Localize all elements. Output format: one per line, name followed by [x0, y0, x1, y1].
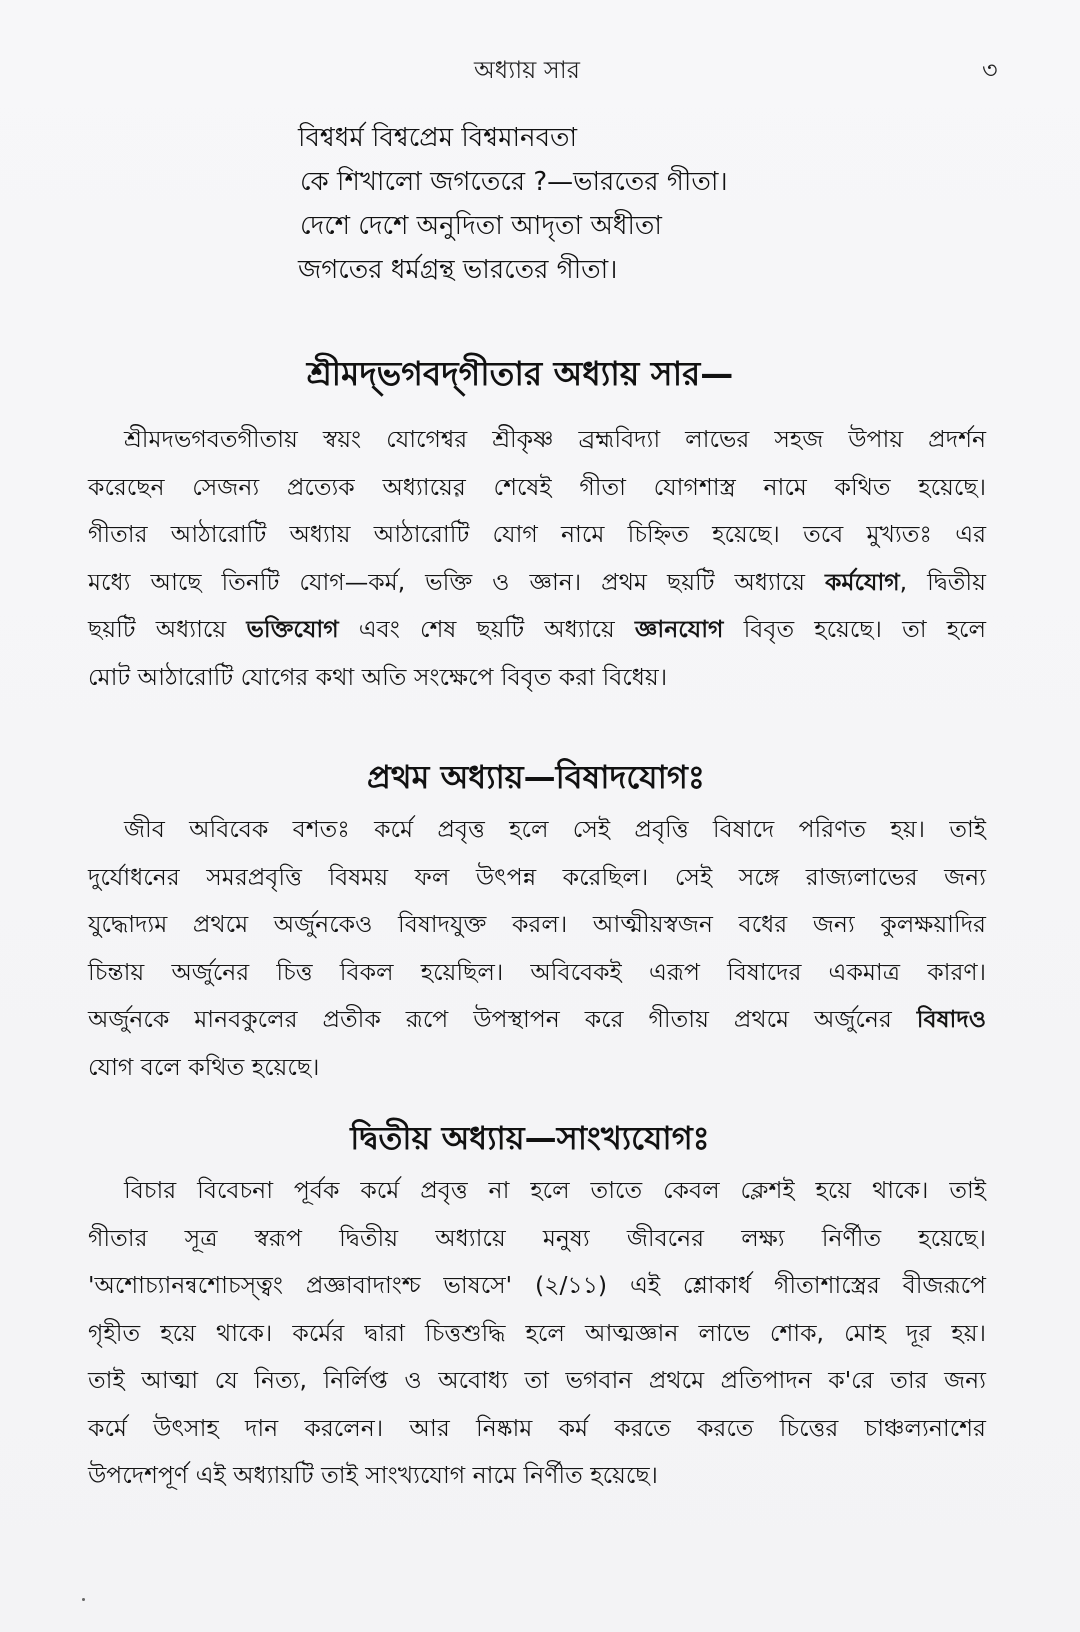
text-segment: , দ্বিতীয় — [899, 567, 986, 596]
bold-term: কর্মযোগ — [824, 567, 900, 596]
opening-poem — [298, 116, 728, 292]
text-line: শ্রীমদভগবতগীতায় স্বয়ং যোগেশ্বর শ্রীকৃষ্ণ ব্রহ্মবিদ্যা লাভের সহজ উপায় প্রদর্শন — [124, 425, 986, 453]
chapter1-heading: প্রথম অধ্যায়—বিষাদযোগঃ — [367, 758, 705, 796]
bold-term: বিষাদও — [916, 1005, 986, 1033]
intro-paragraph — [88, 416, 986, 701]
text-line: মোট আঠারোটি যোগের কথা অতি সংক্ষেপে বিবৃত করা বিধেয়। — [88, 662, 668, 691]
bold-term: ভক্তিযোগ — [246, 615, 339, 643]
text-line: জীব অবিবেক বশতঃ কর্মে প্রবৃত্ত হলে সেই প্রবৃত্তি বিষাদে পরিণত হয়। তাই — [124, 815, 986, 843]
poem-line: বিশ্বধর্ম বিশ্বপ্রেম বিশ্বমানবতা — [298, 123, 578, 153]
page-number: ৩ — [982, 56, 998, 84]
text-line: উপদেশপূর্ণ এই অধ্যায়টি তাই সাংখ্যযোগ নামে নির্ণীত হয়েছে। — [88, 1461, 658, 1489]
text-line: গৃহীত হয়ে থাকে। কর্মের দ্বারা চিত্তশুদ্ধি হলে আত্মজ্ঞান লাভে শোক, মোহ দূর হয়। — [88, 1318, 986, 1347]
poem-line: জগতের ধর্মগ্রন্থ ভারতের গীতা। — [298, 255, 618, 285]
text-line: যুদ্ধোদ্যম প্রথমে অর্জুনকেও বিষাদযুক্ত করল। আত্মীয়স্বজন বধের জন্য কুলক্ষয়াদির — [88, 910, 986, 938]
text-line — [88, 559, 986, 607]
text-segment: ছয়টি অধ্যায়ে — [88, 615, 247, 643]
text-line: 'অশোচ্যানন্বশোচস্ত্বং প্রজ্ঞাবাদাংশ্চ ভাষসে' (২/১১) এই শ্লোকার্ধ গীতাশাস্ত্রের বীজরূপে — [88, 1271, 986, 1299]
bold-term: জ্ঞানযোগ — [634, 615, 724, 643]
text-line — [88, 996, 986, 1044]
text-line: কর্মে উৎসাহ দান করলেন। আর নিষ্কাম কর্ম করতে করতে চিত্তের চাঞ্চল্যনাশের — [88, 1413, 986, 1442]
poem-line: কে শিখালো জগতেরে ?—ভারতের গীতা। — [300, 167, 728, 197]
poem-line: দেশে দেশে অনুদিতা আদৃতা অধীতা — [300, 211, 662, 241]
text-line: গীতার সূত্র স্বরূপ দ্বিতীয় অধ্যায়ে মনুষ্য জীবনের লক্ষ্য নির্ণীত হয়েছে। — [88, 1223, 986, 1252]
text-segment: বিবৃত হয়েছে। তা হলে — [723, 615, 986, 643]
text-line: দুর্যোধনের সমরপ্রবৃত্তি বিষময় ফল উৎপন্ন করেছিল। সেই সঙ্গে রাজ্যলাভের জন্য — [88, 862, 986, 891]
text-line: তাই আত্মা যে নিত্য, নির্লিপ্ত ও অবোধ্য তা ভগবান প্রথমে প্রতিপাদন ক'রে তার জন্য — [88, 1366, 986, 1394]
running-header: অধ্যায় সার — [474, 56, 580, 84]
text-segment: অর্জুনকে মানবকুলের প্রতীক রূপে উপস্থাপন করে গীতায় প্রথমে অর্জুনের — [88, 1005, 917, 1033]
text-line: যোগ বলে কথিত হয়েছে। — [88, 1052, 320, 1081]
text-segment: মধ্যে আছে তিনটি যোগ—কর্ম, ভক্তি ও জ্ঞান। প্রথম ছয়টি অধ্যায়ে — [88, 567, 825, 596]
text-line: বিচার বিবেচনা পূর্বক কর্মে প্রবৃত্ত না হলে তাতে কেবল ক্লেশই হয়ে থাকে। তাই — [124, 1176, 986, 1204]
text-segment: এবং শেষ ছয়টি অধ্যায়ে — [338, 615, 635, 643]
text-line: গীতার আঠারোটি অধ্যায় আঠারোটি যোগ নামে চিহ্নিত হয়েছে। তবে মুখ্যতঃ এর — [88, 520, 986, 548]
chapter1-paragraph — [88, 806, 986, 1091]
chapter2-paragraph — [88, 1167, 986, 1500]
text-line: করেছেন সেজন্য প্রত্যেক অধ্যায়ের শেষেই গীতা যোগশাস্ত্র নামে কথিত হয়েছে। — [88, 472, 986, 501]
text-line — [88, 606, 986, 654]
paper-speck — [82, 1598, 85, 1601]
chapter2-heading: দ্বিতীয় অধ্যায়—সাংখ্যযোগঃ — [350, 1119, 710, 1157]
text-line: চিন্তায় অর্জুনের চিত্ত বিকল হয়েছিল। অবিবেকই এরূপ বিষাদের একমাত্র কারণ। — [88, 957, 986, 986]
main-heading: শ্রীমদ্‌ভগবদ্‌গীতার অধ্যায় সার— — [306, 354, 734, 393]
